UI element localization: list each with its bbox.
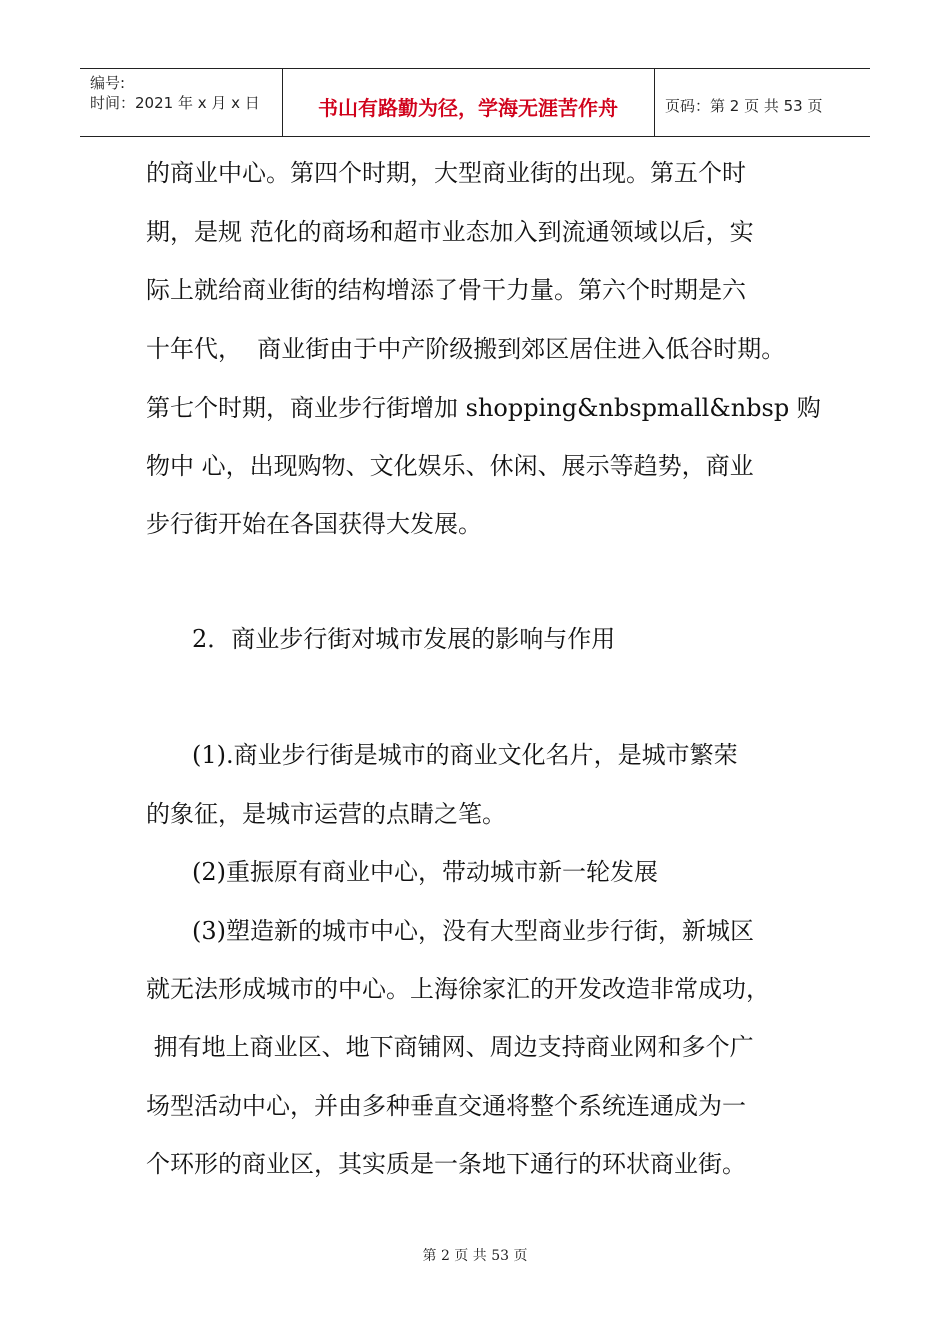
body-line: 个环形的商业区，其实质是一条地下通行的环状商业街。 <box>146 1150 746 1178</box>
header-middle-cell <box>282 69 655 136</box>
date-label: 时间：2021 年 x 月 x 日 <box>90 94 260 112</box>
body-line: 十年代， 商业街由于中产阶级搬到郊区居住进入低谷时期。 <box>146 335 786 363</box>
body-line: 的商业中心。第四个时期，大型商业街的出现。第五个时 <box>146 159 746 187</box>
header-left-cell <box>80 69 283 136</box>
section-heading: 2．商业步行街对城市发展的影响与作用 <box>192 625 616 653</box>
body-line: 步行街开始在各国获得大发展。 <box>146 510 482 538</box>
page-header <box>80 68 870 137</box>
page-info: 页码：第 2 页 共 53 页 <box>665 97 823 115</box>
body-line: 物中 心，出现购物、文化娱乐、休闲、展示等趋势，商业 <box>146 452 754 480</box>
body-line: (3)塑造新的城市中心，没有大型商业步行街，新城区 <box>192 917 754 945</box>
header-right-cell <box>655 69 870 136</box>
body-line: 第七个时期，商业步行街增加 shopping&nbspmall&nbsp 购 <box>146 394 821 422</box>
number-label: 编号: <box>90 74 126 92</box>
body-line: 场型活动中心，并由多种垂直交通将整个系统连通成为一 <box>146 1092 746 1120</box>
body-line: 际上就给商业街的结构增添了骨干力量。第六个时期是六 <box>146 276 746 304</box>
motto-text: 书山有路勤为径，学海无涯苦作舟 <box>318 96 618 120</box>
body-line: 的象征，是城市运营的点睛之笔。 <box>146 800 506 828</box>
body-line: 就无法形成城市的中心。上海徐家汇的开发改造非常成功， <box>146 975 770 1003</box>
body-line: 期，是规 范化的商场和超市业态加入到流通领域以后，实 <box>146 218 754 246</box>
body-line: (1).商业步行街是城市的商业文化名片，是城市繁荣 <box>192 741 738 769</box>
body-line: 拥有地上商业区、地下商铺网、周边支持商业网和多个广 <box>146 1033 754 1061</box>
body-line: (2)重振原有商业中心，带动城市新一轮发展 <box>192 858 658 886</box>
page-footer: 第 2 页 共 53 页 <box>422 1248 528 1264</box>
